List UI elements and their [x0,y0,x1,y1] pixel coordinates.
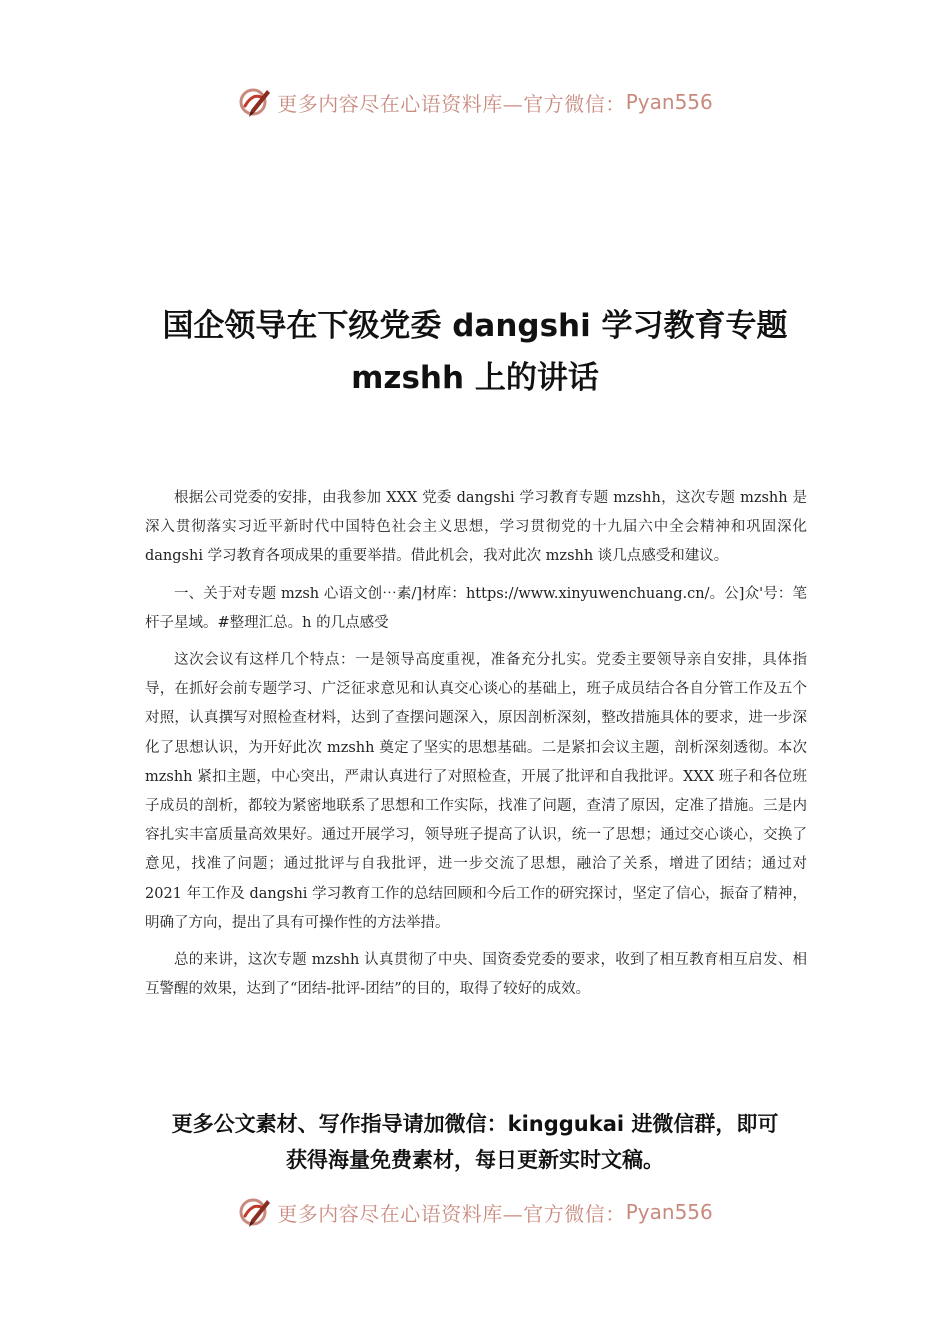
watermark-footer [0,1190,950,1234]
document-body [145,484,807,1012]
document-title [140,300,810,404]
watermark-text: 更多内容尽在心语资料库—官方微信： [277,1201,626,1226]
promo-line-1: 更多公文素材、写作指导请加微信：kinggukai 进微信群，即可 [171,1112,779,1136]
pen-logo-icon [237,1194,273,1230]
paragraph-conclusion: 总的来讲，这次专题 mzshh 认真贯彻了中央、国资委党委的要求，收到了相互教育相互启发、相互警醒的效果，达到了“团结-批评-团结”的目的，取得了较好的成效。 [145,952,807,998]
watermark-text: 更多内容尽在心语资料库—官方微信： [277,91,626,116]
watermark-wechat-id: Pyan556 [625,90,713,114]
watermark-wechat-id: Pyan556 [625,1200,713,1224]
promo-banner [140,1106,810,1178]
paragraph-section-heading: 一、关于对专题 mzsh 心语文创⋯素/]材库：https://www.xinyuwenchuang.cn/。公]众'号：笔杆子星域。#整理汇总。h 的几点感受 [145,585,807,631]
title-line-2: mzshh 上的讲话 [351,360,599,396]
pen-logo-icon [237,84,273,120]
paragraph-intro: 根据公司党委的安排，由我参加 XXX 党委 dangshi 学习教育专题 mzshh，这次专题 mzshh 是深入贯彻落实习近平新时代中国特色社会主义思想，学习贯彻党的十九届六中全会精神和巩固深化 dangshi 学习教育各项成果的重要举措。借此机会，我对此次 mzshh 谈几点感受和建议。 [145,490,807,565]
promo-line-2: 获得海量免费素材，每日更新实时文稿。 [286,1148,664,1172]
paragraph-features: 这次会议有这样几个特点：一是领导高度重视，准备充分扎实。党委主要领导亲自安排，具体指导，在抓好会前专题学习、广泛征求意见和认真交心谈心的基础上，班子成员结合各自分管工作及五个对照，认真撰写对照检查材料，达到了查摆问题深入，原因剖析深刻，整改措施具体的要求，进一步深化了思想认识，为开好此次 mzshh 奠定了坚实的思想基础。二是紧扣会议主题，剖析深刻透彻。本次 mzshh 紧扣主题，中心突出，严肃认真进行了对照检查，开展了批评和自我批评。XXX 班子和各位班子成员的剖析，都较为紧密地联系了思想和工作实际，找准了问题，查清了原因，定准了措施。三是内容扎实丰富质量高效果好。通过开展学习，领导班子提高了认识，统一了思想；通过交心谈心，交换了意见，找准了问题；通过批评与自我批评，进一步交流了思想，融洽了关系，增进了团结；通过对 2021 年工作及 dangshi 学习教育工作的总结回顾和今后工作的研究探讨，坚定了信心，振奋了精神，明确了方向，提出了具有可操作性的方法举措。 [145,652,807,931]
watermark-header [0,80,950,124]
title-line-1: 国企领导在下级党委 dangshi 学习教育专题 [162,308,788,344]
